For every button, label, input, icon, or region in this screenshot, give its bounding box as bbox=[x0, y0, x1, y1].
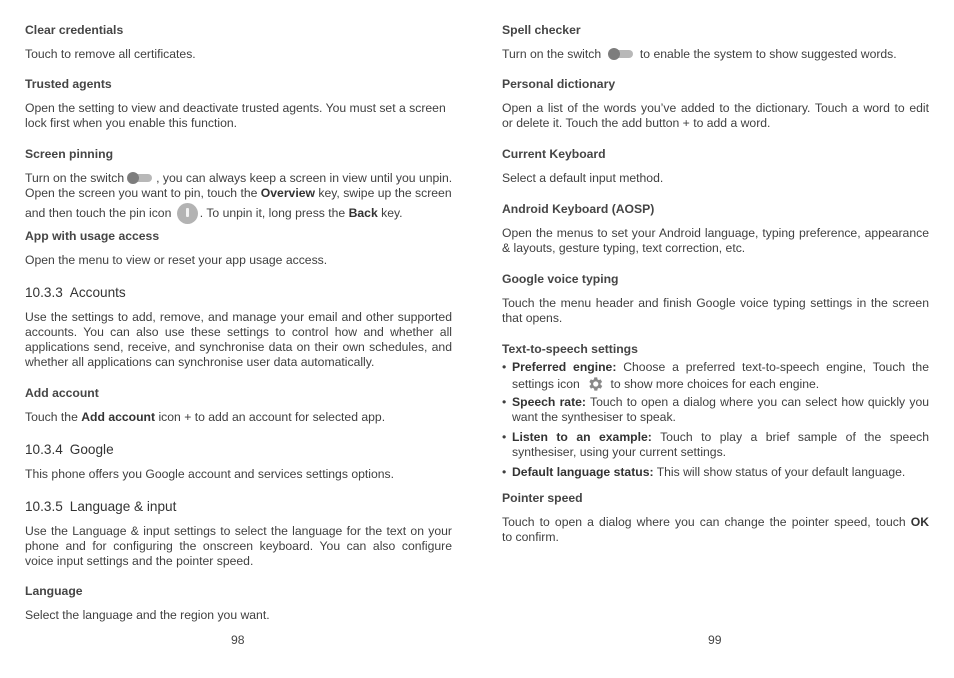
heading-google-voice-typing: Google voice typing bbox=[502, 272, 619, 286]
heading-android-keyboard: Android Keyboard (AOSP) bbox=[502, 202, 655, 216]
heading-personal-dictionary: Personal dictionary bbox=[502, 77, 616, 91]
text-personal-dictionary: Open a list of the words you’ve added to the dictionary. Touch a word to edit or delete it. Touch the add button + to add a word. bbox=[502, 101, 929, 130]
text-language: Select the language and the region you want. bbox=[25, 608, 270, 622]
page-number-left: 98 bbox=[231, 633, 245, 647]
text-google: This phone offers you Google account and services settings options. bbox=[25, 467, 395, 481]
list-item: • Default language status: This will show status of your default language. bbox=[502, 465, 906, 479]
heading-pointer-speed: Pointer speed bbox=[502, 491, 583, 505]
text-clear-credentials: Touch to remove all certificates. bbox=[25, 47, 196, 61]
switch-toggle-icon bbox=[608, 48, 634, 60]
text-trusted-agents: Open the setting to view and deactivate trusted agents. You must set a screen lock first when you enable this function. bbox=[25, 101, 446, 130]
text-accounts: Use the settings to add, remove, and manage your email and other supported accounts. You can also use these settings to control how and whether all applications send, receive, and synchronise data on their own schedules, and whether all applications can synchronise user data automatically. bbox=[25, 310, 452, 369]
switch-toggle-icon bbox=[127, 172, 153, 184]
text-screen-pinning: Turn on the switch , you can always keep a screen in view until you unpin. Open the screen you want to pin, touch the Overview key, swipe up the screen and then touch the pin icon . To unpin it, long press the Back key. bbox=[25, 171, 452, 224]
heading-clear-credentials: Clear credentials bbox=[25, 23, 124, 37]
heading-screen-pinning: Screen pinning bbox=[25, 147, 114, 161]
text-spell-checker: Turn on the switch to enable the system to show suggested words. bbox=[502, 47, 897, 61]
pin-icon bbox=[177, 203, 198, 224]
text-add-account: Touch the Add account icon + to add an account for selected app. bbox=[25, 410, 386, 424]
text-pointer-speed: Touch to open a dialog where you can change the pointer speed, touch OK to confirm. bbox=[502, 515, 929, 544]
page-number-right: 99 bbox=[708, 633, 722, 647]
text-current-keyboard: Select a default input method. bbox=[502, 171, 664, 185]
list-item: • Listen to an example: Touch to play a brief sample of the speech synthesiser, using your current settings. bbox=[502, 430, 929, 459]
heading-language: Language bbox=[25, 584, 83, 598]
list-item: • Speech rate: Touch to open a dialog where you can select how quickly you want the synthesiser to speak. bbox=[502, 395, 930, 424]
heading-add-account: Add account bbox=[25, 386, 99, 400]
heading-current-keyboard: Current Keyboard bbox=[502, 147, 606, 161]
gear-icon bbox=[586, 375, 604, 393]
section-heading-language-input: 10.3.5 Language & input bbox=[25, 499, 177, 514]
text-app-usage-access: Open the menu to view or reset your app usage access. bbox=[25, 253, 328, 267]
section-heading-google: 10.3.4 Google bbox=[25, 442, 114, 457]
heading-spell-checker: Spell checker bbox=[502, 23, 581, 37]
heading-trusted-agents: Trusted agents bbox=[25, 77, 112, 91]
heading-app-usage-access: App with usage access bbox=[25, 229, 160, 243]
list-item: • Preferred engine: Choose a preferred text-to-speech engine, Touch the settings icon to show more choices for each engine. bbox=[502, 360, 929, 391]
heading-text-to-speech: Text-to-speech settings bbox=[502, 342, 638, 356]
text-android-keyboard: Open the menus to set your Android language, typing preference, appearance & layouts, gesture typing, text correction, etc. bbox=[502, 226, 929, 255]
section-heading-accounts: 10.3.3 Accounts bbox=[25, 285, 126, 300]
text-google-voice-typing: Touch the menu header and finish Google voice typing settings in the screen that opens. bbox=[502, 296, 929, 325]
text-language-input: Use the Language & input settings to select the language for the text on your phone and for configuring the onscreen keyboard. You can also configure voice input settings and the pointer speed. bbox=[25, 524, 452, 568]
